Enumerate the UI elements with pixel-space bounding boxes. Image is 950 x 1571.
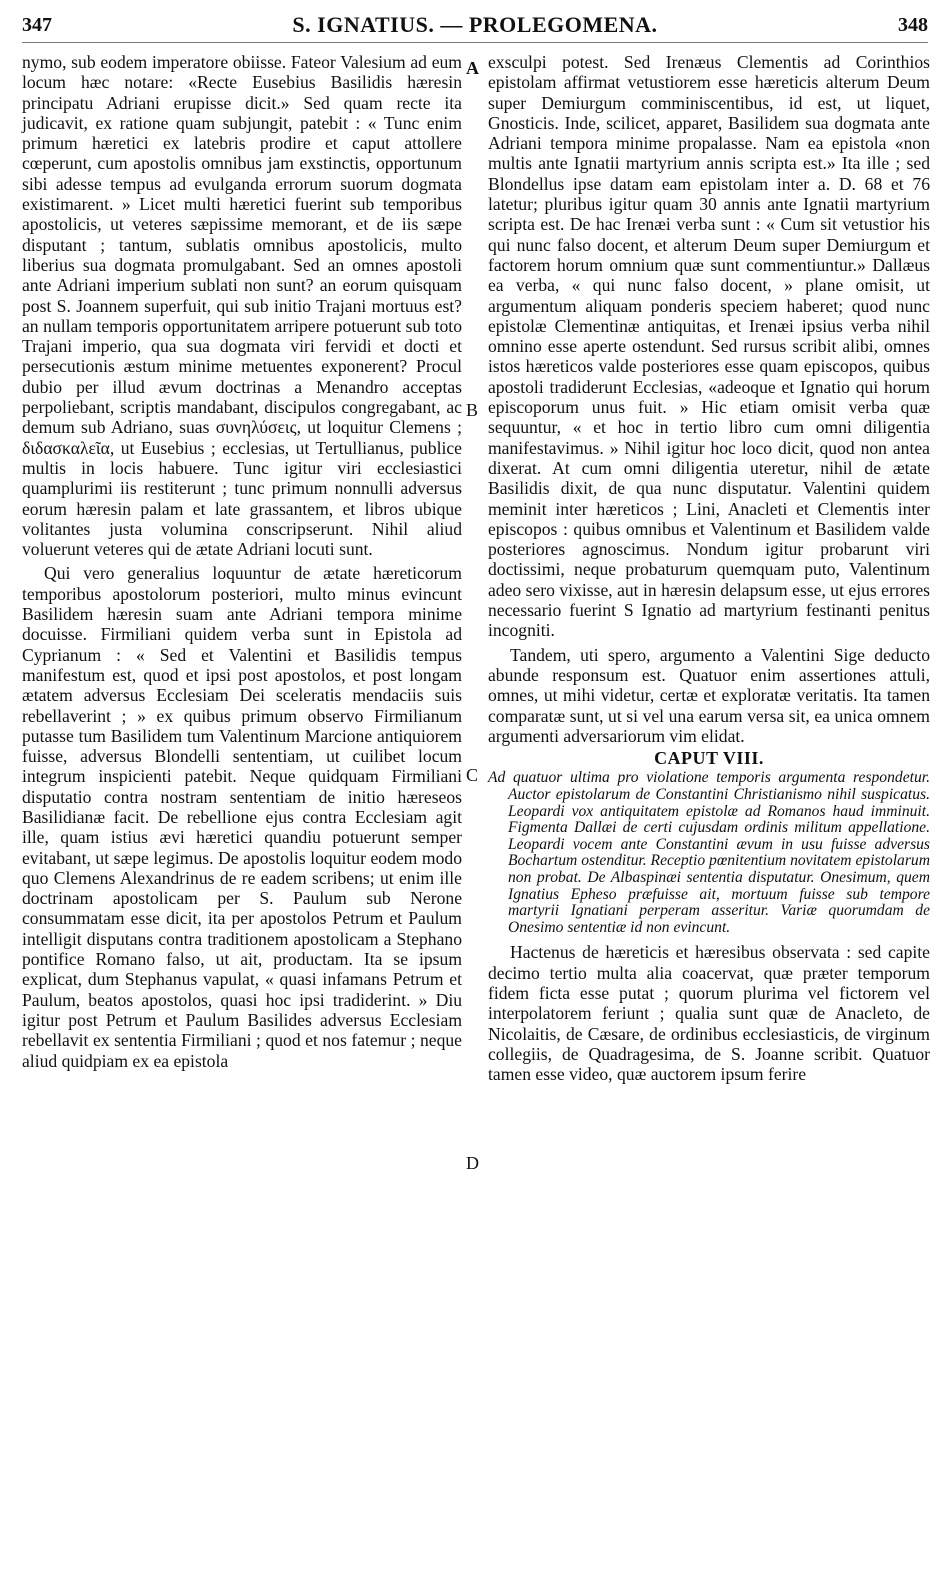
chapter-summary: Ad quatuor ultima pro violatione temporis argumenta respondetur. Auctor epistolarum de Constantini Christianismo nihil suspicatus. Leopardi vox antiquitatem epistolæ ad Romanos haud imminuit. Figmenta Dallæi de certi cujusdam ordinis militum appellatione. Leopardi vocem ante Constantini ævum in usu fuisse adversus Bochartum ostenditur. Receptio pœnitentium novitatem epistolarum non probat. De Albaspinæi sententia disputatur. Onesimum, quem Ignatius Epheso præfuisse ait, mortuum fuisse sub tempore martyrii Ignatiani perperam asseritur. Variæ quorumdam de Onesimo sententiæ id non evincunt. — [488, 769, 930, 936]
right-paragraph-2: Tandem, uti spero, argumento a Valentini Sige deducto abunde responsum est. Quatuor enim assertiones attuli, omnes, ut mihi videtur, certæ et exploratæ veritatis. Ita tamen comparatæ sunt, ut si vel una earum versa sit, ea unica omnem argumenti adversariorum vim elidat. — [488, 644, 930, 746]
left-paragraph-2: Qui vero generalius loquuntur de ætate hæreticorum temporibus apostolorum posteriori, multo minus evincunt Basilidem hæresin suam ante Adriani tempora minime docuisse. Firmiliani quidem verba sunt in Epistola ad Cyprianum : « Sed et Valentini et Basilidis tempus manifestum est, quod et ipsi post apostolos, et post longam ætatem adversus Ecclesiam Dei sceleratis mendaciis suis rebellaverint ; » ex quibus primum observo Firmilianum putasse tum Basilidem tum Valentinum Marcione antiquiorem fuisse, adversus Blondelli sententiam, ut cuilibet locum integrum inspicienti patebit. Neque quidquam Firmiliani disputatio contra nostram sententiam de initio hæreseos Basilidianæ facit. De rebellione ejus contra Ecclesiam agit ille, quam istius ævi hæretici quandiu potuerunt semper evitabant, ut sæpe legimus. De apostolis loquitur eodem modo quo Clemens Alexandrinus de re eadem scribens; ut enim ille doctrinam apostolicam per S. Paulum sub Nerone consummatam esse dicit, ita per apostolos Petrum et Paulum intelligit disputans contra traditionem apostolicam a Stephano pontifice Romano falso, ut ait, productam. Ita se ipsum explicat, dum Stephanus vapulat, « quasi infamans Petrum et Paulum, beatos apostolos, quasi hoc ipsi tradiderint. » Diu igitur post Petrum et Paulum Basilides adversus Ecclesiam rebellavit ex sententia Firmiliani ; quod et nos fatemur ; neque aliud quidpiam ex ea epistola — [22, 563, 462, 1071]
running-title: S. IGNATIUS. — PROLEGOMENA. — [292, 12, 658, 37]
left-page-number: 347 — [22, 14, 52, 36]
right-paragraph-3: Hactenus de hæreticis et hæresibus observata : sed capite decimo tertio multa alia coacervat, quæ præter temporum fidem ficta esse putat ; quorum plurima vel fictorem vel interpolatorem feriunt ; qualia sunt quæ de Anacleto, de Nicolaitis, de Cæsare, de ordinibus ecclesiasticis, de virginum collegiis, de Quadragesima, de S. Joanne scribit. Quatuor tamen esse video, quæ auctorem ipsum ferire — [488, 942, 930, 1085]
right-page-number: 348 — [898, 14, 928, 36]
margin-marker-a: A — [466, 58, 479, 78]
left-paragraph-1: nymo, sub eodem imperatore obiisse. Fateor Valesium ad eum locum hæc notare: «Recte Eusebius Basilidis hæresin principatu Adriani erupisse dicit.» Sed quam recte ita judicavit, ex ratione quam subjungit, patebit : « Tunc enim primum hæretici ex latebris prodire et caput attollere cœperunt, cum apostolis omnibus jam exstinctis, opportunum sibi adesse tempus ad evulganda errorum suorum dogmata existimarent. » Licet multi hæretici fuerint sub temporibus apostolicis, ut veteres sæpissime memorant, et de iis sæpe disputant ; tantum, sublatis omnibus apostolicis, multo liberius sua dogmata promulgabant. Sed an omnes apostoli ante Adriani imperium sublati non sunt? an eorum quisquam post S. Joannem superfuit, qui sub initio Trajani mortuus est? an nullam temporis opportunitatem arripere potuerunt sub toto Trajani imperio, qua sua dogmata viri fervidi et docti et persecutionis æstum minime metuentes exponerent? Procul dubio per illud ævum doctrinas a Menandro acceptas perpoliebant, scriptis mandabant, discipulos congregabant, ac demum sub Adriano, suas συνηλύσεις, ut loquitur Clemens ; διδασκαλεῖα, ut Eusebius ; ecclesias, ut Tertullianus, publice multis in locis habuere. Tunc igitur viri ecclesiastici quamplurimi iis restiterunt ; tunc primum nonnulli adversus eorum hæresin palam et late grassantem, et libros ubique volitantes justa volumina conscripserunt. Nihil aliud voluerunt veteres qui de ætate Adriani locuti sunt. — [22, 52, 462, 560]
right-column — [488, 52, 930, 1084]
margin-marker-b: B — [466, 400, 479, 420]
left-column — [22, 52, 462, 1071]
right-paragraph-1: exsculpi potest. Sed Irenæus Clementis ad Corinthios epistolam affirmat vetustiorem esse hæreticis alterum Deum super Demiurgum comminiscentibus, id est, ut liquet, Gnosticis. Inde, scilicet, apparet, Basilidem sua dogmata ante Adriani tempora minime propalasse. Nam ea epistola «non multis ante Ignatii martyrium annis scripta est.» Ita ille ; sed Blondellus ipse datam eam epistolam inter a. D. 68 et 76 latetur; pluribus igitur quam 30 annis ante Ignatii martyrium scripta est. De hac Irenæi verba sunt : « Cum sit vetustior his qui nunc falso docent, et alterum Deum super Demiurgum et factorem horum omnium quæ sunt commentiuntur.» Dallæus ea verba, « qui nunc falso docent, » plane omisit, ut argumentum aliquam ponderis speciem haberet; quod nunc epistolæ Clementinæ antiquitas, et Irenæi ipsius verba nihil omnino esse aperte ostendunt. Sed rursus scribit alibi, omnes istos hæreticos valde posteriores esse quam episcopos, quibus apostoli tradiderunt Ecclesias, «adeoque et Ignatio qui horum episcoporum unus fuit. » Hic etiam omisit verba quæ sequuntur, « et hoc in tertio libro cum omni diligentia manifestavimus. » Nihil igitur hoc loco dicit, quod non antea dixerat. At cum omni diligentia uteretur, nihil de ætate Basilidis dixit, de qua nunc disputatur. Valentini quidem meminit inter hæreticos ; Lini, Anacleti et Clementis inter episcopos : quibus omnibus et Valentinum et Basilidem valde posteriores agnoscimus. Nondum igitur probarunt viri doctissimi, neque probaturum quemquam puto, Valentinum adeo sero vixisse, aut in hæresin delapsum esse, ut ejus errores necessario fuerint S Ignatio ad martyrium festinanti penitus incogniti. — [488, 52, 930, 641]
page-header — [22, 8, 928, 43]
margin-marker-d: D — [466, 1153, 479, 1173]
chapter-heading: CAPUT VIII. — [654, 748, 764, 769]
margin-marker-c: C — [466, 765, 479, 785]
